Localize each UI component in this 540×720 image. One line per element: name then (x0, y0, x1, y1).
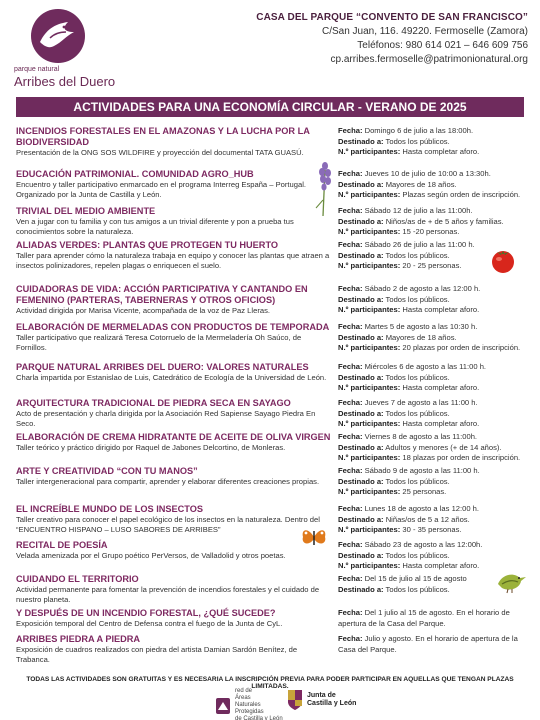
activity-info-line: Fecha: Del 15 de julio al 15 de agosto (338, 574, 467, 583)
activity-info (338, 432, 528, 464)
activity-title: PARQUE NATURAL ARRIBES DEL DUERO: VALORES NATURALES (16, 362, 309, 372)
activity-info (338, 634, 528, 665)
activity-info-line: Destinado a: Niñas/os de 5 a 12 años. (338, 514, 470, 524)
activity-info-line: Destinado a: Todos los públicos. (338, 250, 450, 260)
shield-icon (286, 688, 304, 712)
activity-row (16, 322, 528, 354)
email-link[interactable]: cp.arribes.fermoselle@patrimonionatural.org (330, 54, 528, 65)
activity-title: TRIVIAL DEL MEDIO AMBIENTE (16, 206, 156, 216)
activity-row (16, 574, 528, 605)
activity-info-line: Destinado a: Mayores de 18 años. (338, 179, 457, 189)
activity-row (16, 398, 528, 430)
activity-details (16, 322, 338, 354)
activity-description: Taller para aprender cómo la naturaleza trabaja en equipo y conocer las plantas que atraen a insectos polinizadores, repelen plagas o enriquecen el suelo. (16, 251, 330, 271)
phones: Teléfonos: 980 614 021 – 646 609 756 (357, 40, 528, 51)
bird-icon (494, 568, 528, 594)
red-tail: de Castilla y León (235, 716, 283, 720)
activity-row (16, 240, 528, 272)
junta-logo (286, 688, 356, 712)
activity-info-line: N.º participantes: Hasta completar aforo. (338, 419, 480, 428)
activity-details (16, 504, 338, 536)
activity-info-line: N.º participantes: 20 - 25 personas. (338, 261, 462, 270)
activity-row (16, 540, 528, 572)
activity-title: EL INCREÍBLE MUNDO DE LOS INSECTOS (16, 504, 204, 514)
activity-info-line: Fecha: Sábado 23 de agosto a las 12:00h. (338, 540, 483, 549)
activity-info-line: Destinado a: Todos los públicos. (338, 584, 450, 594)
activity-title: INCENDIOS FORESTALES EN EL AMAZONAS Y LA LUCHA POR LA BIODIVERSIDAD (16, 126, 310, 147)
activity-info-line: Fecha: Martes 5 de agosto a las 10:30 h. (338, 322, 478, 331)
activity-description: Actividad dirigida por Marisa Vicente, acompañada de la voz de Paz Lleras. (16, 306, 270, 315)
activity-title: ARRIBES PIEDRA A PIEDRA (16, 634, 141, 644)
activity-row (16, 466, 528, 498)
red-line-2: Naturales (235, 702, 261, 708)
eagle-logo-icon (24, 8, 92, 64)
activity-title: ELABORACIÓN DE MERMELADAS CON PRODUCTOS DE TEMPORADA (16, 322, 330, 332)
activity-info (338, 504, 528, 536)
activity-info (338, 540, 528, 572)
activity-info-line: Fecha: Miércoles 6 de agosto a las 11:00 h. (338, 362, 487, 371)
activity-row (16, 284, 528, 316)
activity-description: Encuentro y taller participativo enmarcado en el programa Interreg España – Portugal. Organizado por la Junta de Castilla y León. (16, 180, 306, 200)
activity-title: Y DESPUÉS DE UN INCENDIO FORESTAL, ¿QUÉ SUCEDE? (16, 608, 276, 618)
activity-info-line: Fecha: Sábado 2 de agosto a las 12:00 h. (338, 284, 481, 293)
activity-title: ELABORACIÓN DE CREMA HIDRATANTE DE ACEITE DE OLIVA VIRGEN (16, 432, 331, 442)
red-line-1: Áreas (235, 695, 251, 701)
activity-description: Exposición de cuadros realizados con piedra del artista Damian Sardón Benítez, de Trabanca. (16, 645, 298, 665)
activity-info-line: Destinado a: Adultos y menores (+ de 14 años). (338, 442, 502, 452)
activity-info-line: Fecha: Domingo 6 de julio a las 18:00h. (338, 126, 474, 135)
activity-title: ALIADAS VERDES: PLANTAS QUE PROTEGEN TU HUERTO (16, 240, 279, 250)
activity-title: CUIDANDO EL TERRITORIO (16, 574, 139, 584)
activity-info-line: N.º participantes: 15 -20 personas. (338, 227, 460, 236)
activity-details (16, 240, 338, 272)
activity-info-line: Fecha: Jueves 10 de julio de 10:00 a 13:30h. (338, 169, 491, 178)
red-line-3: Protegidas (235, 709, 264, 715)
activity-details (16, 126, 338, 158)
activity-description: Taller teórico y práctico dirigido por Raquel de Jabones Delcortino, de Monleras. (16, 443, 286, 452)
activity-details (16, 574, 338, 605)
lavender-icon (312, 160, 338, 216)
activity-row (16, 634, 528, 665)
activity-info-line: Destinado a: Niños/as de + de 5 años y familias. (338, 216, 504, 226)
activity-title: ARQUITECTURA TRADICIONAL DE PIEDRA SECA EN SAYAGO (16, 398, 291, 408)
activity-info-line: N.º participantes: Hasta completar aforo. (338, 383, 480, 392)
activity-title: RECITAL DE POESÍA (16, 540, 108, 550)
page-title: ACTIVIDADES PARA UNA ECONOMÍA CIRCULAR - VERANO DE 2025 (16, 97, 524, 117)
activity-details (16, 608, 338, 629)
activity-info-line: Fecha: Sábado 12 de julio a las 11:00h. (338, 206, 473, 215)
activity-info (338, 398, 528, 430)
red-areas-logo (214, 688, 283, 720)
logo-subtitle: parque natural (14, 66, 60, 73)
activity-row (16, 206, 528, 238)
activity-description: Presentación de la ONG SOS WILDFIRE y proyección del documental TATA GUASÚ. (16, 148, 304, 157)
activity-details (16, 466, 338, 498)
activity-info (338, 169, 528, 201)
activity-info-line: Destinado a: Mayores de 18 años. (338, 332, 457, 342)
activity-info-line: N.º participantes: 18 plazas por orden de inscripción. (338, 453, 521, 462)
red-small-text: red de (235, 688, 253, 694)
footer-note: TODAS LAS ACTIVIDADES SON GRATUITAS Y ES NECESARIA LA INSCRIPCIÓN PREVIA PARA PODER PARTICIPAR EN AQUELLAS QUE TENGAN PLAZAS LIMITADAS. (26, 676, 514, 690)
activity-row (16, 504, 528, 536)
activity-info-line: N.º participantes: Hasta completar aforo. (338, 561, 480, 570)
tomato-icon (488, 246, 518, 274)
activity-description: Taller creativo para conocer el papel ecológico de los insectos en la naturaleza. Dentro del “ENCUENTRO HISPANO – LUSO SABORES DE ARRIBES” (16, 515, 320, 535)
activity-info-line: Fecha: Julio y agosto. En el horario de apertura de la Casa del Parque. (338, 634, 518, 654)
activity-title: EDUCACIÓN PATRIMONIAL. COMUNIDAD AGRO_HUB (16, 169, 254, 179)
activity-details (16, 284, 338, 316)
activity-title: CUIDADORAS DE VIDA: ACCIÓN PARTICIPATIVA Y CANTANDO EN FEMENINO (PARTERAS, TABERNERAS Y OTROS OFICIOS) (16, 284, 308, 305)
org-name: CASA DEL PARQUE “CONVENTO DE SAN FRANCISCO” (256, 12, 528, 23)
activity-info-line: N.º participantes: Plazas según orden de inscripción. (338, 190, 521, 199)
activity-info (338, 126, 528, 158)
activity-info-line: Destinado a: Todos los públicos. (338, 294, 450, 304)
activity-info-line: Destinado a: Todos los públicos. (338, 372, 450, 382)
activity-info-line: Fecha: Del 1 julio al 15 de agosto. En el horario de apertura de la Casa del Parque. (338, 608, 510, 628)
activity-description: Velada amenizada por el Grupo poético PerVersos, de Valladolid y otros poetas. (16, 551, 286, 560)
activity-details (16, 540, 338, 572)
activity-info (338, 284, 528, 316)
contact-block (256, 12, 528, 65)
activity-row (16, 126, 528, 158)
park-logo (10, 8, 116, 92)
activity-description: Acto de presentación y charla dirigida por la Asociación Red Sapiense Sayago Piedra En Seco. (16, 409, 316, 429)
activity-info-line: Destinado a: Todos los públicos. (338, 550, 450, 560)
activity-row (16, 608, 528, 629)
activity-details (16, 634, 338, 665)
activity-row (16, 432, 528, 464)
activity-details (16, 206, 338, 238)
activity-info (338, 608, 528, 629)
activity-description: Taller participativo que realizará Teresa Cotorruelo de la Mermeladería Oh Saúco, de Fornillos. (16, 333, 302, 353)
activity-info-line: Destinado a: Todos los públicos. (338, 476, 450, 486)
activity-info-line: N.º participantes: Hasta completar aforo. (338, 305, 480, 314)
activity-details (16, 169, 338, 201)
logo-title: Arribes del Duero (14, 74, 116, 89)
activity-row (16, 169, 528, 201)
activity-title: ARTE Y CREATIVIDAD “CON TU MANOS” (16, 466, 198, 476)
activity-info-line: Fecha: Sábado 26 de julio a las 11:00 h. (338, 240, 475, 249)
activity-info-line: Fecha: Sábado 9 de agosto a las 11:00 h. (338, 466, 480, 475)
activity-info-line: Destinado a: Todos los públicos. (338, 408, 450, 418)
activity-description: Taller intergeneracional para compartir, aprender y elaborar diferentes creaciones propias. (16, 477, 320, 486)
activity-details (16, 398, 338, 430)
activity-info-line: N.º participantes: 25 personas. (338, 487, 447, 496)
activity-description: Ven a jugar con tu familia y con tus amigos a un trivial diferente y pon a prueba tus conocimientos sobre la naturaleza. (16, 217, 294, 237)
activity-details (16, 362, 338, 394)
red-areas-icon (214, 695, 232, 717)
activity-info-line: Fecha: Viernes 8 de agosto a las 11:00h. (338, 432, 478, 441)
activity-details (16, 432, 338, 464)
activity-description: Charla impartida por Estanislao de Luis, Catedrático de Ecología de la Universidad de León. (16, 373, 327, 382)
junta-line-2: Castilla y León (307, 700, 357, 707)
activity-info (338, 322, 528, 354)
activity-info-line: Fecha: Jueves 7 de agosto a las 11:00 h. (338, 398, 478, 407)
footer-logos (0, 688, 540, 720)
activity-info-line: Destinado a: Todos los públicos. (338, 136, 450, 146)
activity-row (16, 362, 528, 394)
activity-description: Exposición temporal del Centro de Defensa contra el fuego de la Junta de CyL. (16, 619, 283, 628)
address: C/San Juan, 116. 49220. Fermoselle (Zamora) (321, 26, 528, 37)
activity-info (338, 362, 528, 394)
activity-info-line: N.º participantes: Hasta completar aforo. (338, 147, 480, 156)
butterfly-icon (300, 525, 328, 549)
junta-line-1: Junta de (307, 692, 336, 699)
activity-info (338, 466, 528, 498)
activity-info-line: N.º participantes: 30 - 35 personas. (338, 525, 462, 534)
activity-info-line: N.º participantes: 20 plazas por orden de inscripción. (338, 343, 521, 352)
activity-description: Actividad permanente para fomentar la prevención de incendios forestales y el cuidado de nuestro planeta. (16, 585, 320, 605)
activity-info (338, 206, 528, 238)
activity-info-line: Fecha: Lunes 18 de agosto a las 12:00 h. (338, 504, 480, 513)
header (0, 0, 540, 92)
